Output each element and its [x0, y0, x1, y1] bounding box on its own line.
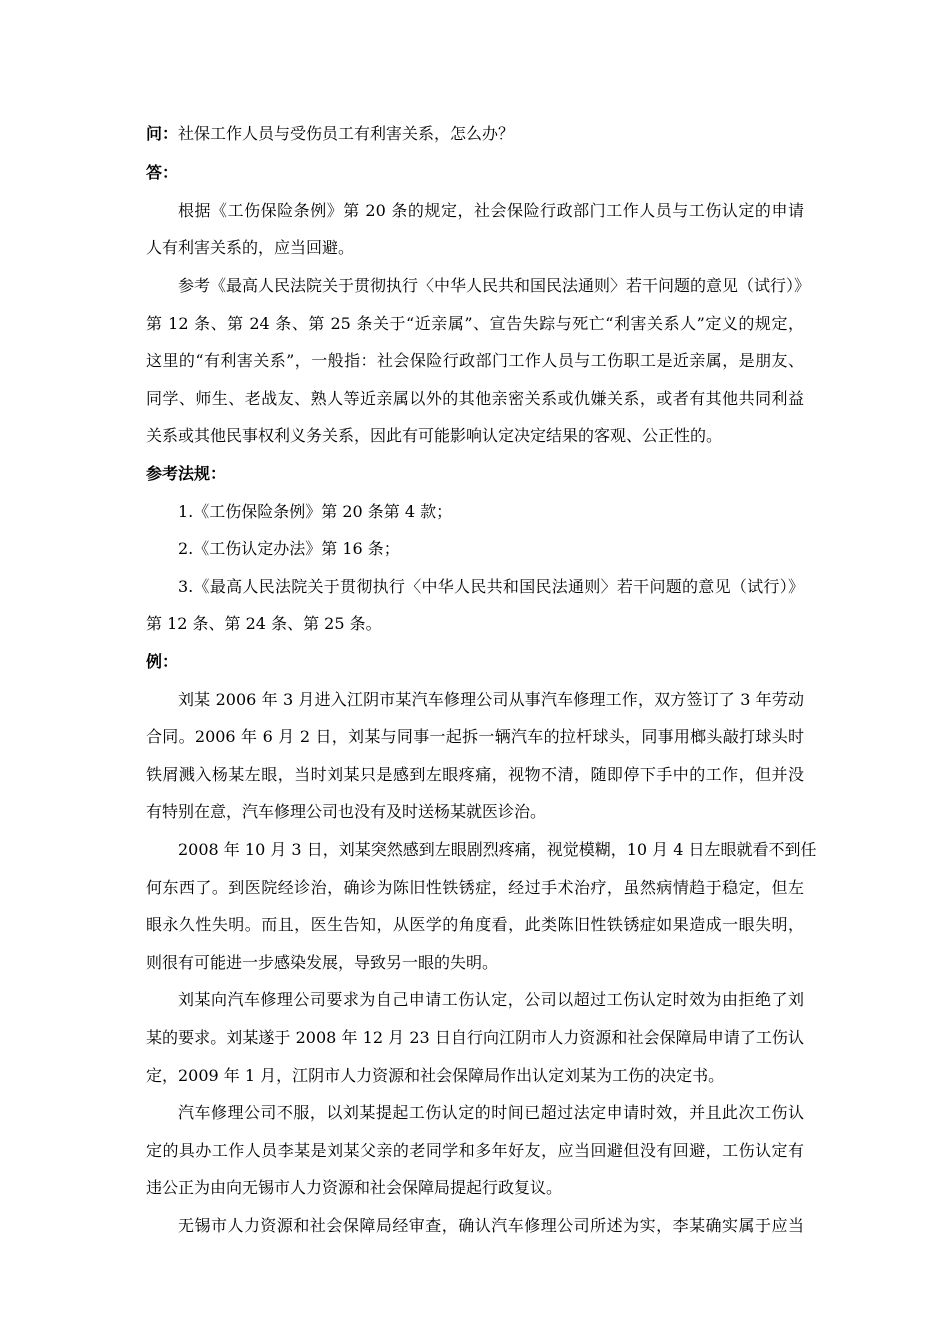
paragraph-line: 这里的“有利害关系”，一般指：社会保险行政部门工作人员与工伤职工是近亲属，是朋友、 — [146, 351, 804, 370]
paragraph-line: 某的要求。刘某遂于 2008 年 12 月 23 日自行向江阴市人力资源和社会保障局申请了工伤认 — [146, 1028, 804, 1047]
regulation-item: 3.《最高人民法院关于贯彻执行〈中华人民共和国民法通则〉若干问题的意见（试行）》 — [178, 577, 804, 596]
paragraph-line: 2008 年 10 月 3 日，刘某突然感到左眼剧烈疼痛，视觉模糊，10 月 4 日左眼就看不到任 — [178, 840, 817, 859]
paragraph-line: 刘某向汽车修理公司要求为自己申请工伤认定，公司以超过工伤认定时效为由拒绝了刘 — [178, 990, 804, 1009]
question-line — [146, 124, 514, 144]
paragraph-line: 则很有可能进一步感染发展，导致另一眼的失明。 — [146, 953, 499, 972]
paragraph-line: 同学、师生、老战友、熟人等近亲属以外的其他亲密关系或仇嫌关系，或者有其他共同利益 — [146, 389, 804, 408]
paragraph-line: 第 12 条、第 24 条、第 25 条关于“近亲属”、宣告失踪与死亡“利害关系人”定义的规定， — [146, 314, 804, 333]
paragraph-line: 眼永久性失明。而且，医生告知，从医学的角度看，此类陈旧性铁锈症如果造成一眼失明， — [146, 915, 804, 934]
paragraph-line: 根据《工伤保险条例》第 20 条的规定，社会保险行政部门工作人员与工伤认定的申请 — [178, 201, 804, 220]
paragraph-line: 关系或其他民事权利义务关系，因此有可能影响认定决定结果的客观、公正性的。 — [146, 426, 723, 445]
paragraph-line: 有特别在意，汽车修理公司也没有及时送杨某就医诊治。 — [146, 802, 547, 821]
regulation-item: 第 12 条、第 24 条、第 25 条。 — [146, 614, 382, 633]
question-label: 问： — [146, 124, 179, 143]
example-label: 例： — [146, 652, 179, 671]
paragraph-line: 刘某 2006 年 3 月进入江阴市某汽车修理公司从事汽车修理工作，双方签订了 3 年劳动 — [178, 690, 804, 709]
answer-label: 答： — [146, 163, 179, 182]
paragraph-line: 合同。2006 年 6 月 2 日，刘某与同事一起拆一辆汽车的拉杆球头，同事用榔头敲打球头时 — [146, 727, 804, 746]
paragraph-line: 铁屑溅入杨某左眼，当时刘某只是感到左眼疼痛，视物不清，随即停下手中的工作，但并没 — [146, 765, 804, 784]
paragraph-line: 定，2009 年 1 月，江阴市人力资源和社会保障局作出认定刘某为工伤的决定书。 — [146, 1066, 725, 1085]
question-text: 社保工作人员与受伤员工有利害关系，怎么办？ — [178, 124, 515, 143]
paragraph-line: 无锡市人力资源和社会保障局经审查，确认汽车修理公司所述为实，李某确实属于应当 — [178, 1216, 804, 1235]
regulation-item: 1.《工伤保险条例》第 20 条第 4 款； — [178, 502, 453, 521]
paragraph-line: 违公正为由向无锡市人力资源和社会保障局提起行政复议。 — [146, 1178, 563, 1197]
paragraph-line: 定的具办工作人员李某是刘某父亲的老同学和多年好友，应当回避但没有回避，工伤认定有 — [146, 1141, 804, 1160]
regulation-item: 2.《工伤认定办法》第 16 条； — [178, 539, 400, 558]
paragraph-line: 汽车修理公司不服，以刘某提起工伤认定的时间已超过法定申请时效，并且此次工伤认 — [178, 1103, 804, 1122]
regulations-label: 参考法规： — [146, 464, 227, 483]
paragraph-line: 参考《最高人民法院关于贯彻执行〈中华人民共和国民法通则〉若干问题的意见（试行）》 — [178, 276, 811, 295]
paragraph-line: 人有利害关系的，应当回避。 — [146, 238, 355, 257]
paragraph-line: 何东西了。到医院经诊治，确诊为陈旧性铁锈症，经过手术治疗，虽然病情趋于稳定，但左 — [146, 878, 804, 897]
